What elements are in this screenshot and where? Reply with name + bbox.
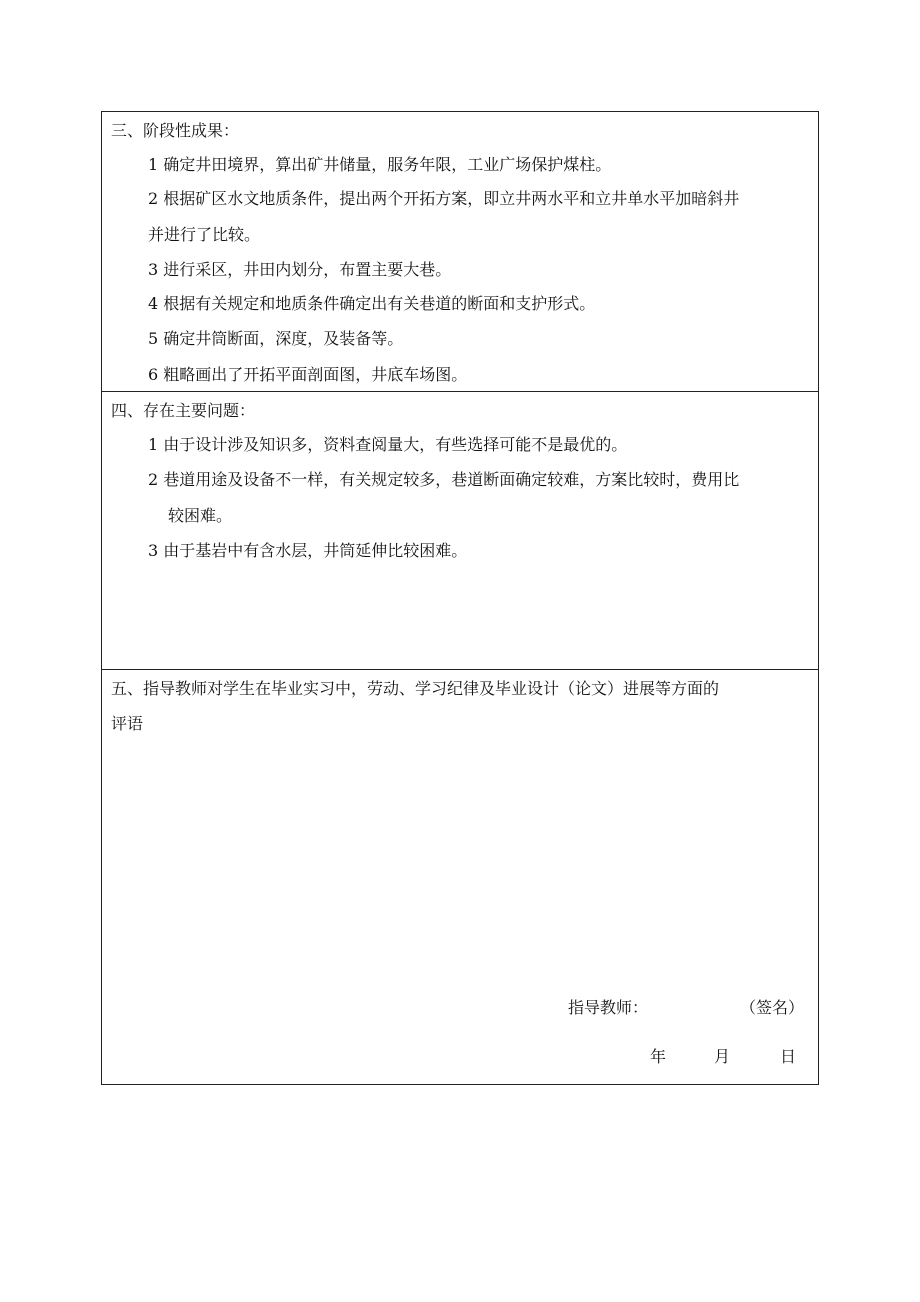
signature-note: （签名） <box>740 998 805 1017</box>
section-heading-continuation: 评语 <box>111 714 144 733</box>
list-item: 2 根据矿区水文地质条件，提出两个开拓方案，即立井两水平和立井单水平加暗斜井 <box>148 189 740 208</box>
list-item: 4 根据有关规定和地质条件确定出有关巷道的断面和支护形式。 <box>148 294 596 313</box>
section-heading: 五、指导教师对学生在毕业实习中，劳动、学习纪律及毕业设计（论文）进展等方面的 <box>111 679 720 698</box>
section-stage-results <box>102 112 818 392</box>
section-main-problems <box>102 392 818 670</box>
section-heading: 三、阶段性成果： <box>111 121 240 140</box>
list-item-continuation: 较困难。 <box>168 506 233 525</box>
date-day-label: 日 <box>780 1047 797 1066</box>
list-item: 3 由于基岩中有含水层，井筒延伸比较困难。 <box>148 541 468 560</box>
list-item: 3 进行采区，井田内划分，布置主要大巷。 <box>148 260 452 279</box>
list-item: 6 粗略画出了开拓平面剖面图，井底车场图。 <box>148 365 468 384</box>
section-teacher-comments <box>102 670 818 1084</box>
list-item-continuation: 并进行了比较。 <box>148 225 261 244</box>
list-item: 2 巷道用途及设备不一样，有关规定较多，巷道断面确定较难，方案比较时，费用比 <box>148 470 740 489</box>
section-heading: 四、存在主要问题： <box>111 401 256 420</box>
date-month-label: 月 <box>714 1047 731 1066</box>
date-year-label: 年 <box>650 1047 667 1066</box>
supervisor-signature-label: 指导教师： <box>568 998 649 1017</box>
list-item: 5 确定井筒断面，深度，及装备等。 <box>148 329 404 348</box>
list-item: 1 确定井田境界，算出矿井储量，服务年限，工业广场保护煤柱。 <box>148 155 612 174</box>
evaluation-form-table <box>101 111 819 1085</box>
list-item: 1 由于设计涉及知识多，资料查阅量大，有些选择可能不是最优的。 <box>148 435 628 454</box>
